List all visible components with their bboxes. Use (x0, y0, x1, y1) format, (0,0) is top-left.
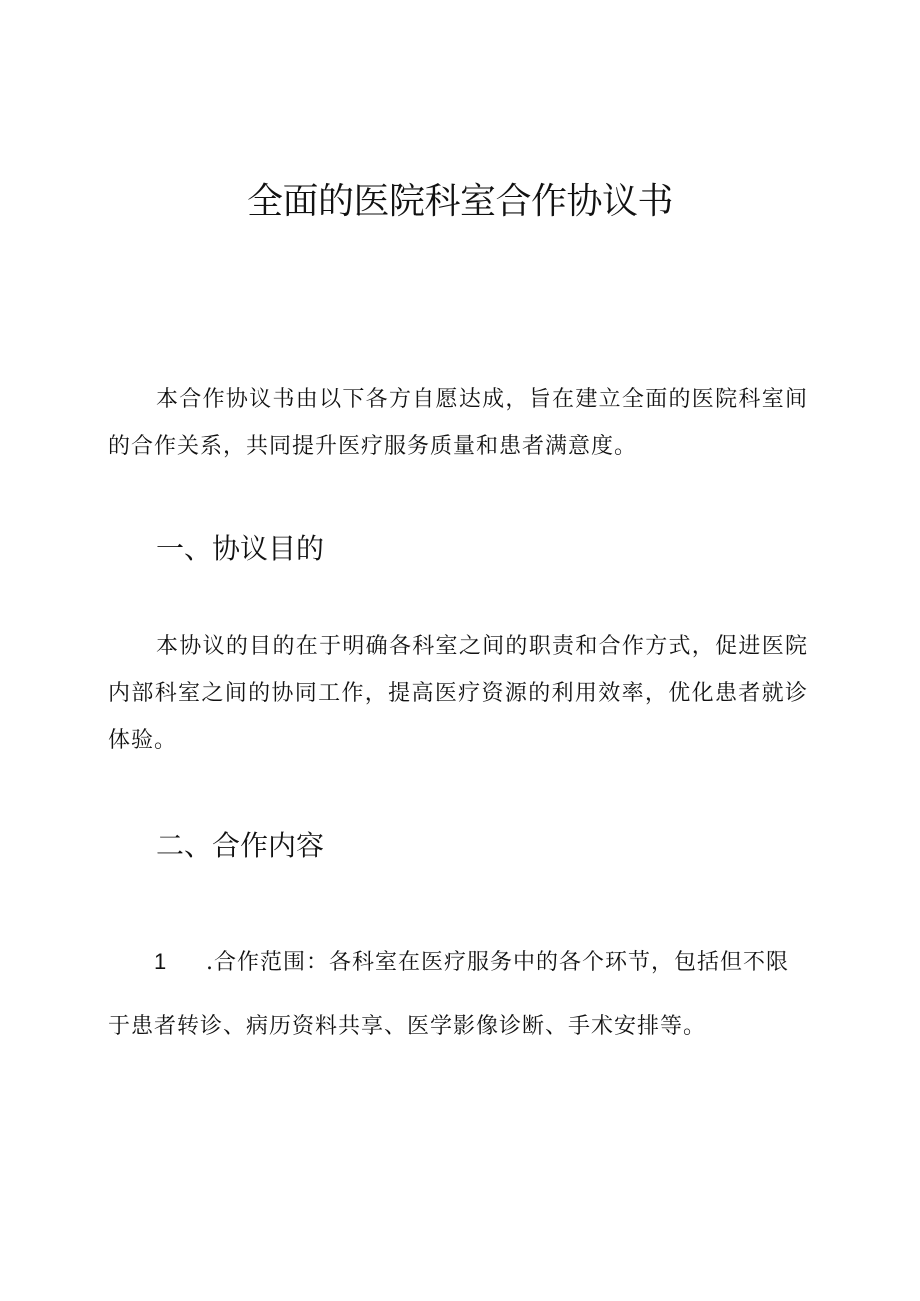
purpose-paragraph: 本协议的目的在于明确各科室之间的职责和合作方式，促进医院内部科室之间的协同工作，提高医疗资源的利用效率，优化患者就诊体验。 (108, 634, 808, 753)
list-item-number: 1 (154, 949, 168, 974)
document-title: 全面的医院科室合作协议书 (246, 181, 673, 222)
section-heading-purpose: 一、协议目的 (156, 532, 325, 565)
list-item-text: .合作范围：各科室在医疗服务中的各个环节，包括但不限于患者转诊、病历资料共享、医学影像诊断、手术安排等。 (108, 950, 789, 1039)
section-heading-content: 二、合作内容 (156, 829, 325, 862)
intro-paragraph: 本合作协议书由以下各方自愿达成，旨在建立全面的医院科室间的合作关系，共同提升医疗服务质量和患者满意度。 (108, 387, 808, 459)
list-item (108, 930, 808, 1059)
